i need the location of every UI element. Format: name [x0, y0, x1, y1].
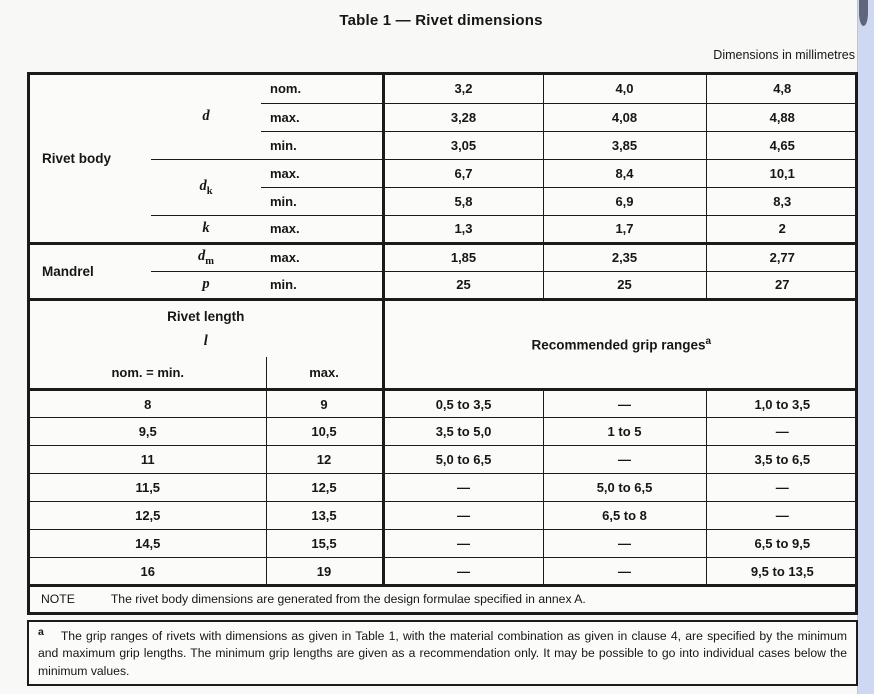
cell-length-max: 15,5: [266, 530, 383, 558]
cell-value: 3,05: [383, 131, 543, 159]
cell-limit: max.: [261, 159, 383, 187]
cell-value: 25: [383, 271, 543, 299]
cell-value: 4,0: [543, 75, 706, 103]
cell-value: 27: [706, 271, 858, 299]
cell-length-max: 12,5: [266, 474, 383, 502]
cell-length-nom: 16: [30, 558, 266, 586]
cell-length-nom: 8: [30, 390, 266, 418]
table-row: [30, 75, 858, 103]
cell-length-nom: 12,5: [30, 502, 266, 530]
table-row: [30, 586, 858, 612]
rivet-body-mandrel-section: [30, 75, 858, 301]
cell-value: 2: [706, 215, 858, 243]
cell-symbol-d: [151, 75, 261, 159]
cell-grip-range: —: [383, 502, 543, 530]
footnote-text: The grip ranges of rivets with dimensions as given in Table 1, with the material combination as given in clause 4, are specified by the minimum and maximum grip lengths. The minimum grip lengths are given as a recommendation only. It may be possible to go into individual cases below the minimum values.: [38, 629, 847, 678]
cell-grip-range: 1,0 to 3,5: [706, 390, 858, 418]
cell-limit: nom.: [261, 75, 383, 103]
cell-grip-range: —: [706, 502, 858, 530]
page-edge-strip: [857, 0, 874, 694]
cell-subheader-max: max.: [266, 357, 383, 390]
cell-value: 4,8: [706, 75, 858, 103]
cell-grip-range: 6,5 to 8: [543, 502, 706, 530]
note-text: The rivet body dimensions are generated from the design formulae specified in annex A.: [110, 592, 586, 607]
scan-artifact: [859, 0, 868, 26]
cell-symbol-dk: [151, 159, 261, 215]
symbol-p: p: [202, 276, 210, 292]
table-row: [30, 502, 858, 530]
table-row: [30, 243, 858, 271]
cell-value: 1,85: [383, 243, 543, 271]
cell-limit: min.: [270, 277, 297, 292]
symbol-l: l: [203, 332, 208, 349]
cell-grip-range: 6,5 to 9,5: [706, 530, 858, 558]
symbol-dm-subscript: m: [205, 255, 214, 267]
cell-length-nom: 11: [30, 446, 266, 474]
cell-grip-range: 0,5 to 3,5: [383, 390, 543, 418]
table-row: [30, 558, 858, 586]
cell-length-max: 13,5: [266, 502, 383, 530]
cell-value: 8,3: [706, 187, 858, 215]
cell-limit: max.: [261, 103, 383, 131]
cell-value: 1,7: [543, 215, 706, 243]
cell-value: 6,9: [543, 187, 706, 215]
symbol-k: k: [202, 220, 210, 236]
cell-grip-range: —: [543, 530, 706, 558]
cell-length-max: 19: [266, 558, 383, 586]
table-row: [30, 446, 858, 474]
cell-value: 10,1: [706, 159, 858, 187]
cell-symbol-dm: [151, 243, 261, 271]
cell-limit: max.: [261, 215, 383, 243]
cell-grip-range: —: [543, 390, 706, 418]
cell-grip-range: 9,5 to 13,5: [706, 558, 858, 586]
cell-value: 1,3: [383, 215, 543, 243]
cell-value: 6,7: [383, 159, 543, 187]
cell-limit: min.: [261, 131, 383, 159]
cell-grip-range: —: [543, 558, 706, 586]
rivet-length-grip-section: [30, 301, 858, 612]
cell-length-max: 12: [266, 446, 383, 474]
note-label: NOTE: [41, 592, 75, 607]
cell-grip-range: 3,5 to 6,5: [706, 446, 858, 474]
cell-rivet-length-header: [30, 301, 383, 357]
cell-grip-ranges-header: [383, 301, 858, 390]
units-label: Dimensions in millimetres: [713, 48, 855, 62]
cell-group-rivet-body: Rivet body: [30, 75, 151, 243]
cell-grip-range: 1 to 5: [543, 418, 706, 446]
cell-value: 3,28: [383, 103, 543, 131]
note-row: [30, 586, 858, 612]
symbol-dm: d: [198, 248, 206, 265]
cell-subheader-nom-min: nom. = min.: [30, 357, 266, 390]
cell-value: 5,8: [383, 187, 543, 215]
cell-length-nom: 14,5: [30, 530, 266, 558]
cell-symbol-k: [151, 215, 261, 243]
table-row: [30, 530, 858, 558]
grip-ranges-label: Recommended grip ranges: [531, 337, 706, 353]
cell-value: 3,85: [543, 131, 706, 159]
rivet-length-label: Rivet length: [167, 308, 245, 324]
table-row: [30, 390, 858, 418]
table-row: [30, 474, 858, 502]
cell-length-nom: 11,5: [30, 474, 266, 502]
table-row: [30, 159, 858, 187]
footnote-a: [27, 620, 858, 686]
symbol-dk-subscript: k: [206, 185, 213, 197]
cell-length-max: 10,5: [266, 418, 383, 446]
cell-grip-range: —: [383, 558, 543, 586]
footnote-marker: a: [38, 626, 44, 638]
table-title: Table 1 — Rivet dimensions: [339, 12, 543, 29]
table-row: [30, 271, 858, 299]
grip-ranges-footnote-ref: a: [705, 336, 712, 347]
cell-value: 8,4: [543, 159, 706, 187]
cell-grip-range: —: [383, 474, 543, 502]
cell-length-nom: 9,5: [30, 418, 266, 446]
cell-value: 25: [543, 271, 706, 299]
cell-grip-range: —: [383, 530, 543, 558]
symbol-dk: d: [199, 177, 207, 194]
cell-group-mandrel: Mandrel: [42, 263, 94, 279]
cell-value: 4,08: [543, 103, 706, 131]
table-row: [30, 215, 858, 243]
rivet-dimensions-table: [27, 72, 858, 615]
cell-value: 2,77: [706, 243, 858, 271]
cell-grip-range: —: [706, 418, 858, 446]
cell-value: 4,88: [706, 103, 858, 131]
cell-symbol-p: [151, 271, 261, 299]
cell-value: 3,2: [383, 75, 543, 103]
cell-grip-range: 5,0 to 6,5: [543, 474, 706, 502]
table-row: [30, 418, 858, 446]
cell-value: 4,65: [706, 131, 858, 159]
table-row: [30, 301, 858, 357]
symbol-d: d: [202, 108, 210, 125]
cell-limit: min.: [261, 187, 383, 215]
cell-length-max: 9: [266, 390, 383, 418]
cell-grip-range: —: [543, 446, 706, 474]
cell-limit: max.: [261, 243, 383, 271]
cell-grip-range: 3,5 to 5,0: [383, 418, 543, 446]
cell-grip-range: 5,0 to 6,5: [383, 446, 543, 474]
cell-value: 2,35: [543, 243, 706, 271]
cell-grip-range: —: [706, 474, 858, 502]
